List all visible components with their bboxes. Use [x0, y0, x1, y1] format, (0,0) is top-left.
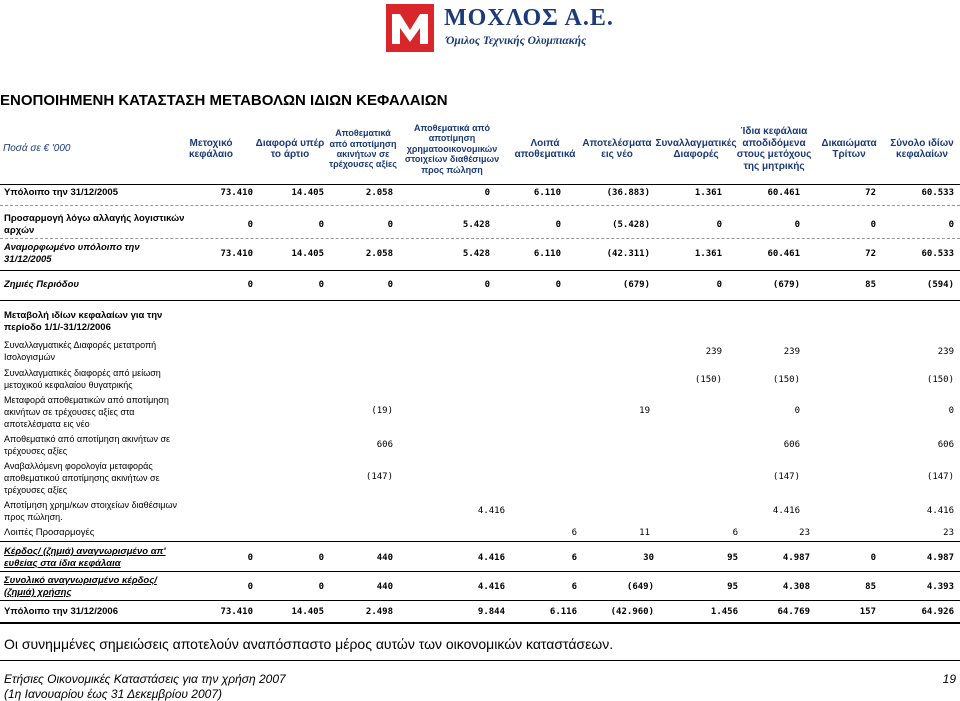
value-share-premium: 0 — [318, 553, 324, 563]
value-fx-differences: 1.456 — [710, 607, 738, 617]
value-total-equity: 4.393 — [926, 582, 954, 592]
logo-mark-icon — [386, 4, 434, 52]
table-row-fx-capital-reduction — [0, 367, 960, 393]
row-label-line1: Μεταφορά αποθεματικών από αποτίμηση — [4, 395, 169, 405]
row-label: Ζημιές Περιόδου — [4, 279, 79, 290]
row-label-line2: αρχών — [4, 225, 35, 236]
value-fx-differences: 95 — [727, 553, 738, 563]
row-label-line3: τρέχουσες αξίες — [4, 485, 68, 495]
col-header-share-capital: Μετοχικό κεφάλαιο — [188, 137, 234, 160]
value-total-equity: 60.533 — [921, 249, 954, 259]
value-share-premium: 0 — [318, 280, 324, 290]
value-retained-earnings: (649) — [626, 582, 654, 592]
value-parent-equity: 4.308 — [782, 582, 810, 592]
value-total-equity: 64.926 — [921, 607, 954, 617]
value-parent-equity: (147) — [772, 472, 800, 482]
value-share-capital: 0 — [247, 280, 253, 290]
row-divider — [0, 300, 960, 301]
row-label-line2: αποθεματικού αποτίμησης ακινήτων σε — [4, 473, 160, 483]
value-share-premium: 14.405 — [291, 188, 324, 198]
value-fx-differences: (150) — [694, 375, 722, 385]
value-afs-reserve: 4.416 — [477, 582, 505, 592]
value-parent-equity: 239 — [783, 347, 800, 357]
row-label: Υπόλοιπο την 31/12/2006 — [4, 606, 118, 617]
value-property-reserve: 2.498 — [365, 607, 393, 617]
value-total-equity: 23 — [943, 528, 954, 538]
row-divider — [0, 600, 960, 601]
footer-report-title: Ετήσιες Οικονομικές Καταστάσεις για την χρήση 2007 — [4, 672, 286, 686]
row-label-line2: 31/12/2005 — [4, 254, 52, 265]
table-bottom-border — [0, 622, 960, 624]
row-label-line3: αποτελέσματα εις νέο — [4, 419, 90, 429]
table-row-closing-2006 — [0, 605, 960, 619]
value-other-reserves: 6.110 — [533, 188, 561, 198]
value-share-premium: 0 — [318, 220, 324, 230]
value-fx-differences: 0 — [716, 280, 722, 290]
row-label-line2: προς πώληση. — [4, 512, 63, 522]
value-parent-equity: 64.769 — [777, 607, 810, 617]
value-parent-equity: 60.461 — [767, 188, 800, 198]
value-fx-differences: 1.361 — [694, 188, 722, 198]
value-property-reserve: 440 — [376, 553, 393, 563]
value-retained-earnings: (5.428) — [612, 220, 650, 230]
value-share-premium: 14.405 — [291, 249, 324, 259]
row-label-line1: Αναβαλλόμενη φορολογία μεταφοράς — [4, 461, 153, 471]
value-parent-equity: 606 — [783, 440, 800, 450]
value-other-reserves: 6 — [571, 582, 577, 592]
table-row-restated-2005 — [0, 241, 960, 267]
value-afs-reserve: 5.428 — [462, 249, 490, 259]
value-other-reserves: 6.110 — [533, 249, 561, 259]
value-minority-interest: 72 — [865, 249, 876, 259]
value-minority-interest: 72 — [865, 188, 876, 198]
value-parent-equity: 60.461 — [767, 249, 800, 259]
value-parent-equity: 4.416 — [772, 506, 800, 516]
value-total-equity: 0 — [948, 220, 954, 230]
value-minority-interest: 0 — [870, 553, 876, 563]
row-label: Υπόλοιπο την 31/12/2005 — [4, 187, 118, 198]
value-afs-reserve: 4.416 — [477, 506, 505, 516]
logo-subtitle: Όμιλος Τεχνικής Ολυμπιακής — [446, 35, 587, 47]
value-afs-reserve: 4.416 — [477, 553, 505, 563]
col-header-afs-reserve: Αποθεματικά από αποτίμηση χρηματοοικονομικών στοιχείων διαθέσιμων προς πώληση — [404, 123, 500, 175]
row-label-line1: Συναλλαγματικές διαφορές από μείωση — [4, 368, 161, 378]
value-fx-differences: 6 — [732, 528, 738, 538]
value-property-reserve: 0 — [387, 220, 393, 230]
value-total-equity: (147) — [926, 472, 954, 482]
row-label-line2: Ισολογισμών — [4, 352, 56, 362]
value-afs-reserve: 0 — [484, 280, 490, 290]
table-row-period-losses — [0, 278, 960, 292]
value-parent-equity: 23 — [799, 528, 810, 538]
value-minority-interest: 85 — [865, 582, 876, 592]
value-share-capital: 73.410 — [220, 188, 253, 198]
col-header-parent-equity: Ίδια κεφάλαια αποδιδόμενα στους μετόχους της μητρικής — [736, 126, 812, 172]
value-total-equity: (594) — [926, 280, 954, 290]
logo-company-name: ΜΟΧΛΟΣ Α.Ε. — [444, 5, 614, 31]
row-divider — [0, 205, 960, 206]
value-other-reserves: 0 — [555, 280, 561, 290]
value-share-capital: 0 — [247, 220, 253, 230]
col-header-other-reserves: Λοιπά αποθεματικά — [514, 137, 576, 160]
value-parent-equity: (679) — [772, 280, 800, 290]
row-label-line2: τρέχουσες αξίες — [4, 446, 68, 456]
value-property-reserve: (147) — [365, 472, 393, 482]
col-header-total-equity: Σύνολο ιδίων κεφαλαίων — [890, 137, 954, 160]
value-property-reserve: 440 — [376, 582, 393, 592]
row-label-line2: μετοχικού κεφαλαίου θυγατρικής — [4, 380, 133, 390]
table-row-revaluation-reserve — [0, 433, 960, 459]
row-label-line1: Κέρδος/ (ζημιά) αναγνωρισμένο απ' — [4, 546, 166, 557]
value-other-reserves: 6 — [571, 553, 577, 563]
value-property-reserve: 0 — [387, 280, 393, 290]
value-share-premium: 0 — [318, 582, 324, 592]
row-label-line2: ευθείας στα ίδια κεφάλαια — [4, 558, 121, 569]
value-total-equity: 4.416 — [926, 506, 954, 516]
value-fx-differences: 95 — [727, 582, 738, 592]
value-property-reserve: 606 — [376, 440, 393, 450]
value-other-reserves: 0 — [555, 220, 561, 230]
value-share-premium: 14.405 — [291, 607, 324, 617]
value-total-equity: 239 — [937, 347, 954, 357]
value-total-equity: 0 — [948, 406, 954, 416]
col-header-minority-interest: Δικαιώματα Τρίτων — [821, 137, 877, 160]
col-header-property-reval-reserve: Αποθεματικά από αποτίμηση ακινήτων σε τρέχουσες αξίες — [329, 128, 397, 170]
table-row-direct-equity-gain — [0, 545, 960, 571]
value-minority-interest: 0 — [870, 220, 876, 230]
value-minority-interest: 157 — [859, 607, 876, 617]
value-other-reserves: 6 — [571, 528, 577, 538]
row-label-line1: Αποθεματικό από αποτίμηση ακινήτων σε — [4, 434, 171, 444]
value-parent-equity: (150) — [772, 375, 800, 385]
page-number: 19 — [942, 672, 956, 686]
table-row-deferred-tax — [0, 460, 960, 498]
value-parent-equity: 4.987 — [782, 553, 810, 563]
value-share-capital: 0 — [247, 582, 253, 592]
value-total-equity: 60.533 — [921, 188, 954, 198]
footer-report-period: (1η Ιανουαρίου έως 31 Δεκεμβρίου 2007) — [4, 687, 222, 701]
value-total-equity: 4.987 — [926, 553, 954, 563]
value-retained-earnings: (42.311) — [606, 249, 650, 259]
value-share-capital: 0 — [247, 553, 253, 563]
table-row-afs-valuation — [0, 499, 960, 525]
value-minority-interest: 85 — [865, 280, 876, 290]
value-fx-differences: 1.361 — [694, 249, 722, 259]
notes-statement: Οι συνημμένες σημειώσεις αποτελούν αναπόσπαστο μέρος αυτών των οικονομικών καταστάσεων. — [4, 636, 614, 652]
table-row-other-adjustments — [0, 526, 960, 540]
row-divider — [0, 571, 960, 572]
section-title-line2: περίοδο 1/1/-31/12/2006 — [4, 322, 111, 333]
row-label-line2: ακινήτων σε τρέχουσες αξίες στα — [4, 407, 135, 417]
row-label-line2: (ζημιά) χρήσης — [4, 587, 72, 598]
page-title: ΕΝΟΠΟΙΗΜΕΝΗ ΚΑΤΑΣΤΑΣΗ ΜΕΤΑΒΟΛΩΝ ΙΔΙΩΝ ΚΕΦΑΛΑΙΩΝ — [0, 92, 448, 109]
col-header-share-premium: Διαφορά υπέρ το άρτιο — [255, 137, 325, 160]
table-row-fx-conversion — [0, 339, 960, 365]
table-row-reserve-transfer — [0, 394, 960, 432]
value-share-capital: 73.410 — [220, 607, 253, 617]
row-label: Λοιπές Προσαρμογές — [4, 527, 95, 538]
value-afs-reserve: 5.428 — [462, 220, 490, 230]
value-retained-earnings: (42.960) — [610, 607, 654, 617]
value-parent-equity: 0 — [794, 220, 800, 230]
value-property-reserve: (19) — [371, 406, 393, 416]
row-divider — [0, 541, 960, 542]
table-row-opening-2005 — [0, 186, 960, 200]
value-afs-reserve: 0 — [484, 188, 490, 198]
table-row-policy-adjustment — [0, 212, 960, 238]
value-parent-equity: 0 — [794, 406, 800, 416]
value-fx-differences: 0 — [716, 220, 722, 230]
value-other-reserves: 6.116 — [549, 607, 577, 617]
row-divider — [0, 238, 960, 239]
value-share-capital: 73.410 — [220, 249, 253, 259]
value-property-reserve: 2.058 — [365, 249, 393, 259]
section-title-movements — [0, 309, 960, 335]
table-row-total-recognised — [0, 574, 960, 600]
footer-divider — [0, 660, 960, 661]
value-retained-earnings: (36.883) — [606, 188, 650, 198]
company-logo — [386, 4, 638, 52]
value-fx-differences: 239 — [705, 347, 722, 357]
value-property-reserve: 2.058 — [365, 188, 393, 198]
section-title-line1: Μεταβολή ιδίων κεφαλαίων για την — [4, 310, 163, 321]
value-total-equity: (150) — [926, 375, 954, 385]
row-label-line1: Προσαρμογή λόγω αλλαγής λογιστικών — [4, 213, 185, 224]
row-divider — [0, 270, 960, 271]
row-label-line1: Αποτίμηση χρημ/κων στοιχείων διαθέσιμων — [4, 500, 177, 510]
row-label-line1: Συναλλαγματικές Διαφορές μετατροπή — [4, 340, 157, 350]
value-retained-earnings: 19 — [639, 406, 650, 416]
amounts-unit-label: Ποσά σε € '000 — [3, 143, 71, 155]
value-retained-earnings: (679) — [622, 280, 650, 290]
header-divider — [0, 184, 960, 185]
col-header-fx-differences: Συναλλαγματικές Διαφορές — [655, 137, 737, 160]
value-afs-reserve: 9.844 — [477, 607, 505, 617]
row-label-line1: Αναμορφωμένο υπόλοιπο την — [4, 242, 140, 253]
value-retained-earnings: 11 — [639, 528, 650, 538]
row-label-line1: Συνολικό αναγνωρισμένο κέρδος/ — [4, 575, 157, 586]
value-total-equity: 606 — [937, 440, 954, 450]
value-retained-earnings: 30 — [643, 553, 654, 563]
col-header-retained-earnings: Αποτελέσματα εις νέο — [582, 137, 652, 160]
